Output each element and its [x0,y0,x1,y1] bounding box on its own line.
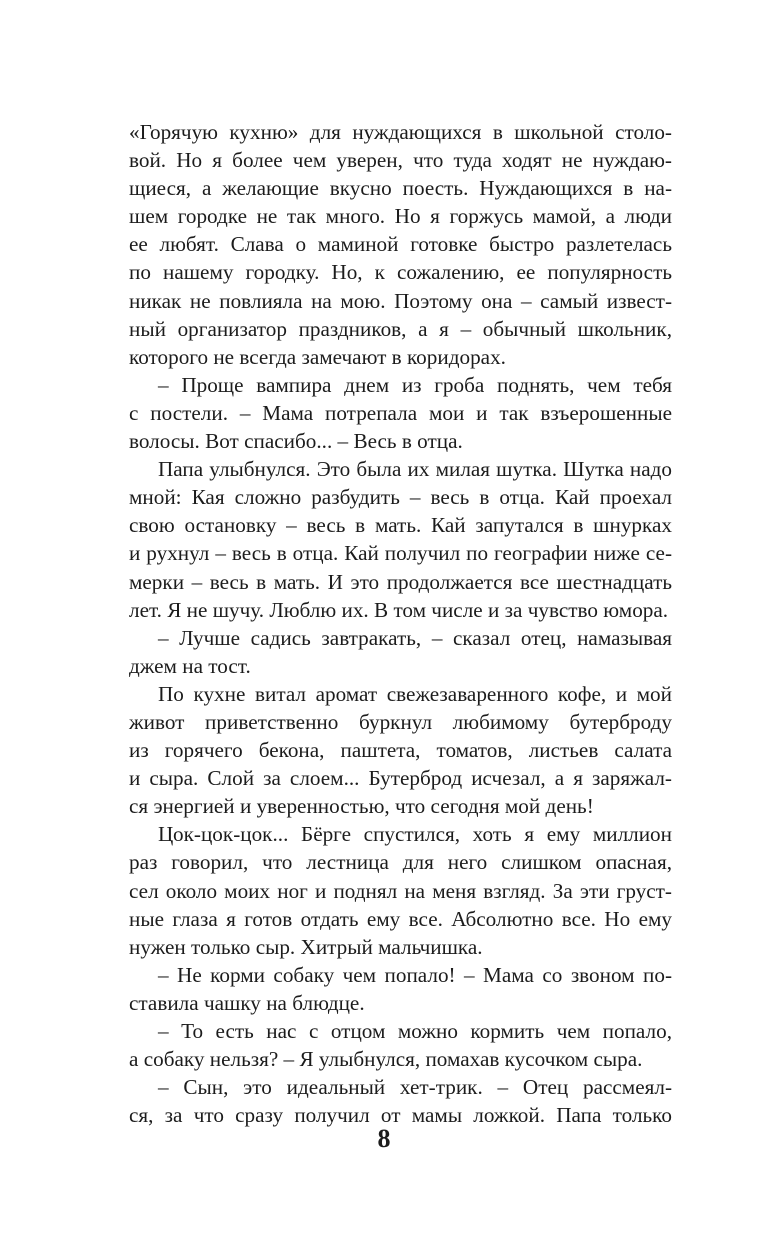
text-line: никак не повлияла на мою. Поэтому она – самый извест- [129,288,672,313]
text-line: Папа улыбнулся. Это была их милая шутка. Шутка надо [158,457,672,482]
text-line: из горячего бекона, паштета, томатов, листьев салата [129,738,672,763]
text-line: лет. Я не шучу. Люблю их. В том числе и за чувство юмора. [129,597,669,622]
text-line: с постели. – Мама потрепала мои и так взъерошенные [129,400,672,425]
text-line: ся энергией и уверенностью, что сегодня мой день! [129,794,594,819]
text-line: которого не всегда замечают в коридорах. [129,344,506,369]
text-line: живот приветственно буркнул любимому бутерброду [129,709,672,734]
body-text [129,118,672,1129]
text-line: мной: Кая сложно разбудить – весь в отца. Кай проехал [129,485,672,510]
text-line: по нашему городку. Но, к сожалению, ее популярность [129,260,672,285]
text-line: ставила чашку на блюдце. [129,990,365,1015]
text-line: шем городке не так много. Но я горжусь мамой, а люди [129,204,672,229]
text-line: – Сын, это идеальный хет-трик. – Отец рассмеял- [158,1075,672,1100]
text-line: нужен только сыр. Хитрый мальчишка. [129,934,483,959]
text-line: мерки – весь в мать. И это продолжается все шестнадцать [129,569,672,594]
text-line: ся, за что сразу получил от мамы ложкой. Папа только [129,1103,672,1128]
text-line: ные глаза я готов отдать ему все. Абсолютно все. Но ему [129,906,672,931]
page-number: 8 [377,1124,391,1153]
text-line: джем на тост. [129,653,251,678]
text-line: – То есть нас с отцом можно кормить чем попало, [158,1019,672,1043]
text-line: сел около моих ног и поднял на меня взгляд. За эти груст- [129,878,672,903]
text-line: и сыра. Слой за слоем... Бутерброд исчезал, а я заряжал- [129,766,672,791]
text-line: – Лучше садись завтракать, – сказал отец, намазывая [158,625,672,650]
text-line: – Не корми собаку чем попало! – Мама со звоном по- [158,962,672,987]
text-line: По кухне витал аромат свежезаваренного кофе, и мой [158,681,672,706]
text-line: щиеся, а желающие вкусно поесть. Нуждающихся в на- [129,176,672,201]
text-line: а собаку нельзя? – Я улыбнулся, помахав кусочком сыра. [129,1047,643,1072]
text-line: Цок-цок-цок... Бёрге спустился, хоть я ему миллион [158,822,672,847]
text-line: волосы. Вот спасибо... – Весь в отца. [129,429,463,454]
text-line: ный организатор праздников, а я – обычный школьник, [129,316,672,341]
text-line: вой. Но я более чем уверен, что туда ходят не нуждаю- [129,148,672,173]
text-line: – Проще вампира днем из гроба поднять, чем тебя [158,372,672,397]
text-line: раз говорил, что лестница для него слишком опасная, [129,850,672,875]
text-line: ее любят. Слава о маминой готовке быстро разлетелась [129,232,672,257]
text-line: «Горячую кухню» для нуждающихся в школьной столо- [129,120,672,144]
text-line: свою остановку – весь в мать. Кай запутался в шнурках [129,513,672,538]
text-line: и рухнул – весь в отца. Кай получил по географии ниже се- [129,541,672,566]
